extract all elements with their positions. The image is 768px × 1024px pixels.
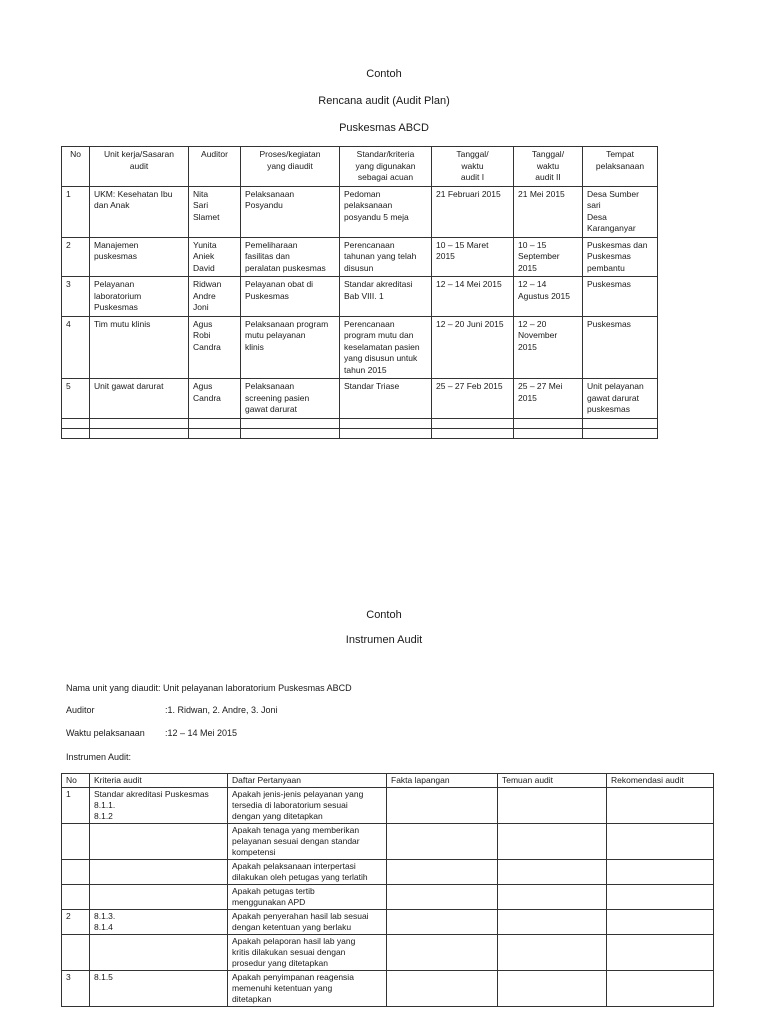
instrument-label: Contoh (366, 609, 402, 621)
plan-row (62, 316, 658, 379)
instrument-header-cell: Fakta lapangan (387, 774, 498, 788)
instrument-cell: 8.1.5 (90, 971, 228, 1007)
plan-cell: 3 (62, 277, 90, 317)
instrument-cell (387, 860, 498, 885)
plan-cell: Standar akreditasi Bab VIII. 1 (340, 277, 432, 317)
plan-cell: Tim mutu klinis (90, 316, 189, 379)
instrument-cell (498, 935, 607, 971)
instrument-cell (90, 860, 228, 885)
plan-header-cell: Tanggal/ waktu audit II (514, 147, 583, 187)
instrument-cell (387, 788, 498, 824)
instrument-row (62, 824, 714, 860)
plan-cell: Standar Triase (340, 379, 432, 419)
instrument-cell: 8.1.3. 8.1.4 (90, 910, 228, 935)
plan-header-cell: Proses/kegiatan yang diaudit (241, 147, 340, 187)
plan-cell: 12 – 20 Juni 2015 (432, 316, 514, 379)
instrument-cell: 3 (62, 971, 90, 1007)
instrument-cell (498, 788, 607, 824)
plan-header-cell: Unit kerja/Sasaran audit (90, 147, 189, 187)
plan-cell: Unit pelayanan gawat darurat puskesmas (583, 379, 658, 419)
plan-subtitle: Puskesmas ABCD (339, 122, 429, 134)
instrument-cell: 1 (62, 788, 90, 824)
instrument-cell: Apakah jenis-jenis pelayanan yang tersedia di laboratorium sesuai dengan yang ditetapkan (228, 788, 387, 824)
empty-cell (189, 428, 241, 438)
plan-title: Rencana audit (Audit Plan) (318, 95, 450, 107)
instrument-cell: Apakah pelaporan hasil lab yang kritis dilakukan sesuai dengan prosedur yang ditetapkan (228, 935, 387, 971)
empty-cell (62, 418, 90, 428)
instrument-cell (387, 824, 498, 860)
plan-cell: Yunita Aniek David (189, 237, 241, 277)
empty-cell (432, 428, 514, 438)
plan-cell: Agus Robi Candra (189, 316, 241, 379)
plan-row (62, 379, 658, 419)
empty-cell (514, 428, 583, 438)
empty-cell (340, 418, 432, 428)
plan-cell: 10 – 15 Maret 2015 (432, 237, 514, 277)
plan-cell: Agus Candra (189, 379, 241, 419)
plan-cell: Puskesmas dan Puskesmas pembantu (583, 237, 658, 277)
plan-cell: 10 – 15 September 2015 (514, 237, 583, 277)
time-label: Waktu pelaksanaan (66, 728, 145, 738)
plan-cell: Pelaksanaan screening pasien gawat darurat (241, 379, 340, 419)
plan-cell: 4 (62, 316, 90, 379)
plan-cell: Pedoman pelaksanaan posyandu 5 meja (340, 186, 432, 237)
empty-cell (90, 418, 189, 428)
instrument-cell (62, 824, 90, 860)
instrument-cell (62, 935, 90, 971)
auditor-label: Auditor (66, 705, 95, 715)
instrument-cell (607, 885, 714, 910)
instrument-cell (607, 860, 714, 885)
instrument-cell (90, 885, 228, 910)
instrument-cell: 2 (62, 910, 90, 935)
plan-cell: Nita Sari Slamet (189, 186, 241, 237)
plan-row (62, 237, 658, 277)
plan-cell: 12 – 14 Mei 2015 (432, 277, 514, 317)
instrument-cell (387, 971, 498, 1007)
instrument-cell (387, 935, 498, 971)
instrument-header-cell: Temuan audit (498, 774, 607, 788)
instrument-header-cell: Rekomendasi audit (607, 774, 714, 788)
plan-label: Contoh (366, 68, 402, 80)
instrument-cell: Standar akreditasi Puskesmas 8.1.1. 8.1.2 (90, 788, 228, 824)
instrument-row (62, 788, 714, 824)
plan-cell: 12 – 20 November 2015 (514, 316, 583, 379)
instrument-cell (387, 910, 498, 935)
instrument-header-cell: Kriteria audit (90, 774, 228, 788)
empty-row (62, 428, 658, 438)
empty-cell (583, 418, 658, 428)
empty-cell (432, 418, 514, 428)
instrument-cell (498, 824, 607, 860)
plan-cell: 2 (62, 237, 90, 277)
instrument-cell (62, 860, 90, 885)
instrument-cell (607, 971, 714, 1007)
audit-instrument-table (61, 773, 714, 1007)
instrument-cell: Apakah penyerahan hasil lab sesuai dengan ketentuan yang berlaku (228, 910, 387, 935)
plan-cell: Pelayanan obat di Puskesmas (241, 277, 340, 317)
instrument-row (62, 885, 714, 910)
instrument-cell: Apakah tenaga yang memberikan pelayanan sesuai dengan standar kompetensi (228, 824, 387, 860)
instrument-cell (62, 885, 90, 910)
plan-header-cell: No (62, 147, 90, 187)
empty-cell (189, 418, 241, 428)
plan-header-cell: Tempat pelaksanaan (583, 147, 658, 187)
instrument-row (62, 910, 714, 935)
plan-cell: Manajemen puskesmas (90, 237, 189, 277)
plan-cell: 21 Februari 2015 (432, 186, 514, 237)
time-value: :12 – 14 Mei 2015 (165, 728, 238, 738)
plan-cell: Pelayanan laboratorium Puskesmas (90, 277, 189, 317)
plan-cell: Ridwan Andre Joni (189, 277, 241, 317)
audit-plan-table (61, 146, 658, 439)
instrument-cell (607, 935, 714, 971)
plan-cell: 1 (62, 186, 90, 237)
plan-cell: Perencanaan tahunan yang telah disusun (340, 237, 432, 277)
empty-row (62, 418, 658, 428)
instrument-cell: Apakah penyimpanan reagensia memenuhi ketentuan yang ditetapkan (228, 971, 387, 1007)
plan-cell: 25 – 27 Feb 2015 (432, 379, 514, 419)
plan-cell: 21 Mei 2015 (514, 186, 583, 237)
empty-cell (241, 418, 340, 428)
instrument-cell (607, 910, 714, 935)
instrument-cell (607, 788, 714, 824)
plan-cell: Pelaksanaan Posyandu (241, 186, 340, 237)
plan-cell: Puskesmas (583, 316, 658, 379)
plan-header-cell: Auditor (189, 147, 241, 187)
instrument-header-row (62, 774, 714, 788)
instrument-cell: Apakah pelaksanaan interpertasi dilakukan oleh petugas yang terlatih (228, 860, 387, 885)
instrument-row (62, 971, 714, 1007)
empty-cell (241, 428, 340, 438)
plan-row (62, 186, 658, 237)
instrument-cell (498, 885, 607, 910)
plan-header-cell: Standar/kriteria yang digunakan sebagai acuan (340, 147, 432, 187)
instrument-cell (498, 910, 607, 935)
instrument-row (62, 935, 714, 971)
instrument-cell: Apakah petugas tertib menggunakan APD (228, 885, 387, 910)
instrument-section-label: Instrumen Audit: (66, 752, 132, 762)
plan-cell: Desa Sumber sari Desa Karanganyar (583, 186, 658, 237)
empty-cell (340, 428, 432, 438)
instrument-row (62, 860, 714, 885)
plan-cell: 12 – 14 Agustus 2015 (514, 277, 583, 317)
instrument-cell (498, 860, 607, 885)
instrument-header-cell: No (62, 774, 90, 788)
empty-cell (583, 428, 658, 438)
audited-unit-line: Nama unit yang diaudit: Unit pelayanan laboratorium Puskesmas ABCD (66, 683, 352, 693)
plan-cell: Unit gawat darurat (90, 379, 189, 419)
plan-cell: Perencanaan program mutu dan keselamatan pasien yang disusun untuk tahun 2015 (340, 316, 432, 379)
instrument-cell (387, 885, 498, 910)
empty-cell (62, 428, 90, 438)
instrument-cell (498, 971, 607, 1007)
plan-cell: Pemeliharaan fasilitas dan peralatan puskesmas (241, 237, 340, 277)
auditor-value: :1. Ridwan, 2. Andre, 3. Joni (165, 705, 278, 715)
instrument-cell (90, 935, 228, 971)
instrument-header-cell: Daftar Pertanyaan (228, 774, 387, 788)
instrument-cell (90, 824, 228, 860)
instrument-title: Instrumen Audit (345, 634, 423, 646)
instrument-cell (607, 824, 714, 860)
plan-header-cell: Tanggal/ waktu audit I (432, 147, 514, 187)
plan-cell: 5 (62, 379, 90, 419)
plan-cell: Puskesmas (583, 277, 658, 317)
plan-row (62, 277, 658, 317)
plan-cell: 25 – 27 Mei 2015 (514, 379, 583, 419)
plan-cell: UKM: Kesehatan Ibu dan Anak (90, 186, 189, 237)
plan-cell: Pelaksanaan program mutu pelayanan klinis (241, 316, 340, 379)
plan-header-row (62, 147, 658, 187)
empty-cell (90, 428, 189, 438)
empty-cell (514, 418, 583, 428)
